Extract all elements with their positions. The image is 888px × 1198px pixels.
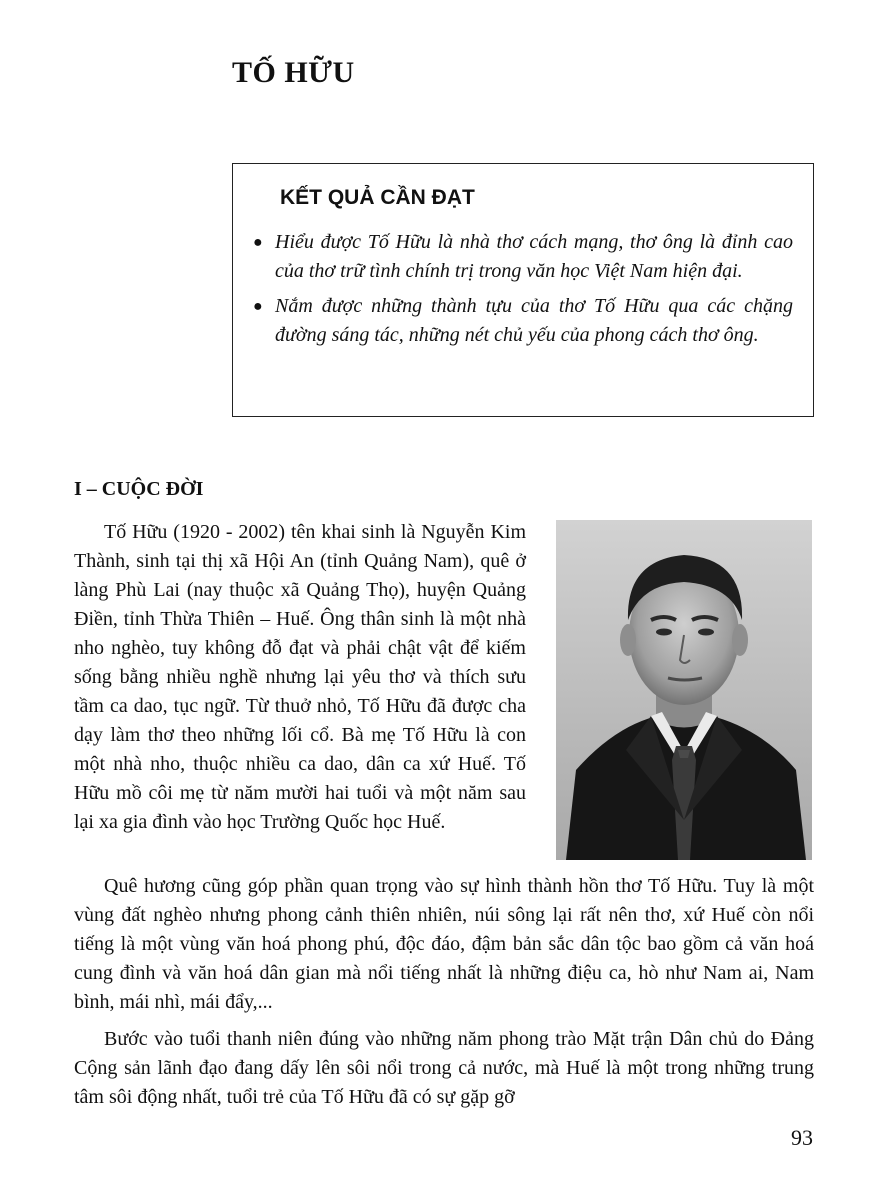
learning-goals-list bbox=[253, 228, 793, 356]
section-heading: I – CUỘC ĐỜI bbox=[74, 478, 204, 500]
bullet-icon: ● bbox=[253, 234, 263, 251]
page-number: 93 bbox=[791, 1125, 813, 1150]
learning-goal-text: Nắm được những thành tựu của thơ Tố Hữu qua các chặng đường sáng tác, những nét chủ yếu của phong cách thơ ông. bbox=[275, 295, 793, 346]
learning-goals-heading: KẾT QUẢ CẦN ĐẠT bbox=[280, 186, 475, 209]
paragraph-3: Bước vào tuổi thanh niên đúng vào những năm phong trào Mặt trận Dân chủ do Đảng Cộng sản lãnh đạo đang dấy lên sôi nổi trong cả nước, mà Huế là một trong những trung tâm sôi động nhất, tuổi trẻ của Tố Hữu đã có sự gặp gỡ bbox=[74, 1028, 814, 1108]
learning-goal-item bbox=[253, 292, 793, 350]
learning-goal-text: Hiểu được Tố Hữu là nhà thơ cách mạng, thơ ông là đỉnh cao của thơ trữ tình chính trị trong văn học Việt Nam hiện đại. bbox=[275, 231, 793, 282]
learning-goals-box bbox=[232, 163, 814, 417]
page-title: TỐ HỮU bbox=[232, 56, 355, 89]
paragraph-2: Quê hương cũng góp phần quan trọng vào sự hình thành hồn thơ Tố Hữu. Tuy là một vùng đất nghèo nhưng phong cảnh thiên nhiên, núi sông lại rất nên thơ, xứ Huế còn nổi tiếng là một vùng văn hoá phong phú, độc đáo, đậm bản sắc dân tộc bao gồm cả văn hoá cung đình và văn hoá dân gian mà nổi tiếng nhất là những điệu ca, hò như Nam ai, Nam bình, mái nhì, mái đẩy,... bbox=[74, 875, 814, 1013]
bullet-icon: ● bbox=[253, 298, 263, 315]
author-portrait bbox=[556, 520, 812, 860]
paragraph-1: Tố Hữu (1920 - 2002) tên khai sinh là Nguyễn Kim Thành, sinh tại thị xã Hội An (tỉnh Quảng Nam), quê ở làng Phù Lai (nay thuộc xã Quảng Thọ), huyện Quảng Điền, tỉnh Thừa Thiên – Huế. Ông thân sinh là một nhà nho nghèo, tuy không đỗ đạt và phải chật vật để kiếm sống bằng nhiều nghề nhưng lại yêu thơ và thích sưu tầm ca dao, tục ngữ. Từ thuở nhỏ, Tố Hữu đã được cha dạy làm thơ theo những lối cổ. Bà mẹ Tố Hữu là con một nhà nho, thuộc nhiều ca dao, dân ca xứ Huế. Tố Hữu mồ côi mẹ từ năm mười hai tuổi và một năm sau lại xa gia đình vào học Trường Quốc học Huế. bbox=[74, 521, 526, 833]
learning-goal-item bbox=[253, 228, 793, 286]
